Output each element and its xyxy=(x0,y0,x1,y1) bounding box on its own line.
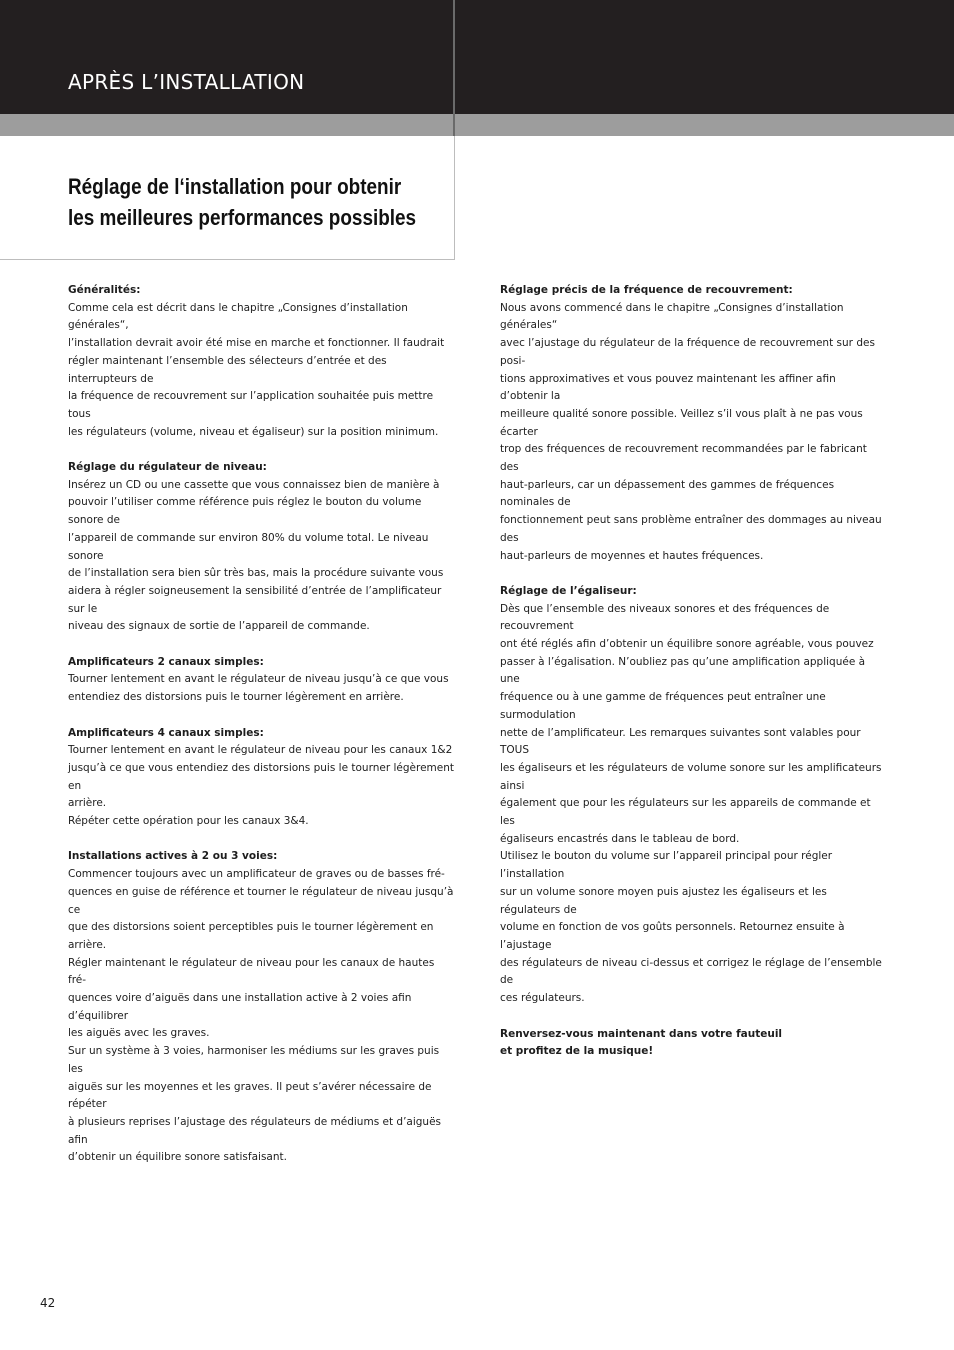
heading-box-right-border xyxy=(454,136,455,260)
section-title-active-installations: Installations actives à 2 ou 3 voies: xyxy=(68,850,278,863)
section-4-channel xyxy=(68,725,454,831)
section-text-4-channel: Tourner lentement en avant le régulateur de niveau pour les canaux 1&2 jusqu’à ce que vous entendiez des distorsions puis le tourner légèrement en arrière. Répéter cette opération pour les canaux 3&4. xyxy=(68,744,454,828)
section-title-equalizer: Réglage de l’égaliseur: xyxy=(500,584,637,597)
page-number: 42 xyxy=(40,1296,56,1310)
header-divider xyxy=(453,0,455,136)
right-column xyxy=(500,282,886,1079)
heading-box-bottom-border xyxy=(0,259,455,260)
closing-text: Renversez-vous maintenant dans votre fauteuil et profitez de la musique! xyxy=(500,1027,783,1058)
section-text-active-installations: Commencer toujours avec un amplificateur de graves ou de basses fré- quences en guise de référence et tourner le régulateur de niveau jusqu’à ce que des distorsions soient perceptibles puis le tourner légèrement en arrière. Régler maintenant le régulateur de niveau pour les canaux de hautes fré- quences voire d’aiguës dans une installation active à 2 voies afin d’équilibrer les aiguës avec les graves. Sur un système à 3 voies, harmoniser les médiums sur les graves puis les aiguës sur les moyennes et les graves. Il peut s’avérer nécessaire de répéter à plusieurs reprises l’ajustage des régulateurs de médiums et d’aiguës afin d’obtenir un équilibre sonore satisfaisant. xyxy=(68,868,454,1164)
closing-note xyxy=(500,1026,886,1061)
section-text-generalites: Comme cela est décrit dans le chapitre „Consignes d’installation générales“, l’installation devrait avoir été mise en marche et fonctionner. Il faudrait régler maintenant l’ensemble des sélecteurs d’entrée et des interrupteurs de la fréquence de recouvrement sur l’application souhaitée puis mettre tous les régulateurs (volume, niveau et égaliseur) sur la position minimum. xyxy=(68,301,445,438)
page-heading xyxy=(68,171,416,233)
section-level-control xyxy=(68,459,454,636)
section-title-generalites: Généralités: xyxy=(68,284,141,296)
section-active-installations xyxy=(68,848,454,1167)
section-generalites xyxy=(68,282,454,441)
section-title-2-channel: Amplificateurs 2 canaux simples: xyxy=(68,655,264,668)
header-grey-stripe xyxy=(0,114,954,136)
section-text-equalizer: Dès que l’ensemble des niveaux sonores et des fréquences de recouvrement ont été réglés afin d’obtenir un équilibre sonore agréable, vous pouvez passer à l’égalisation. N’oubliez pas qu’une amplification appliquée à une fréquence ou à une gamme de fréquences peut entraîner une surmodulation nette de l’amplificateur. Les remarques suivantes sont valables pour TOUS les égaliseurs et les régulateurs de volume sonore sur les amplificateurs ainsi également que pour les régulateurs sur les appareils de commande et les égaliseurs encastrés dans le tableau de bord. Utilisez le bouton du volume sur l’appareil principal pour régler l’installation sur un volume sonore moyen puis ajustez les égaliseurs et les régulateurs de volume en fonction de vos goûts personnels. Retournez ensuite à l’ajustage des régulateurs de niveau ci-dessus et corrigez le réglage de l’ensemble de ces régulateurs. xyxy=(500,602,882,1005)
section-text-level-control: Insérez un CD ou une cassette que vous connaissez bien de manière à pouvoir l’utiliser comme référence puis réglez le bouton du volume sonore de l’appareil de commande sur environ 80% du volume total. Le niveau sonore de l’installation sera bien sûr très bas, mais la procédure suivante vous aidera à régler soigneusement la sensibilité d’entrée de l’amplificateur sur le niveau des signaux de sortie de l’appareil de commande. xyxy=(68,478,444,633)
section-title: APRÈS L’INSTALLATION xyxy=(68,70,305,94)
section-2-channel xyxy=(68,654,454,707)
header-band xyxy=(0,0,954,114)
left-column xyxy=(68,282,454,1185)
page-heading-line-2: les meilleures performances possibles xyxy=(68,205,417,230)
section-crossover xyxy=(500,282,886,565)
section-title-crossover: Réglage précis de la fréquence de recouvrement: xyxy=(500,284,793,296)
section-title-level-control: Réglage du régulateur de niveau: xyxy=(68,461,267,474)
section-text-crossover: Nous avons commencé dans le chapitre „Consignes d’installation générales“ avec l’ajustage du régulateur de la fréquence de recouvrement sur des posi- tions approximatives et vous pouvez maintenant les affiner afin d’obtenir la meilleure qualité sonore possible. Veillez s’il vous plaît à ne pas vous écarter trop des fréquences de recouvrement recommandées par le fabricant des haut-parleurs, car un dépassement des gammes de fréquences nominales de fonctionnement peut sans problème entraîner des dommages au niveau des haut-parleurs de moyennes et hautes fréquences. xyxy=(500,301,882,562)
section-equalizer xyxy=(500,583,886,1008)
page-heading-line-1: Réglage de l‘installation pour obtenir xyxy=(68,174,402,199)
section-title-4-channel: Amplificateurs 4 canaux simples: xyxy=(68,726,264,739)
section-text-2-channel: Tourner lentement en avant le régulateur de niveau jusqu’à ce que vous entendiez des distorsions puis le tourner légèrement en arrière. xyxy=(68,673,449,704)
